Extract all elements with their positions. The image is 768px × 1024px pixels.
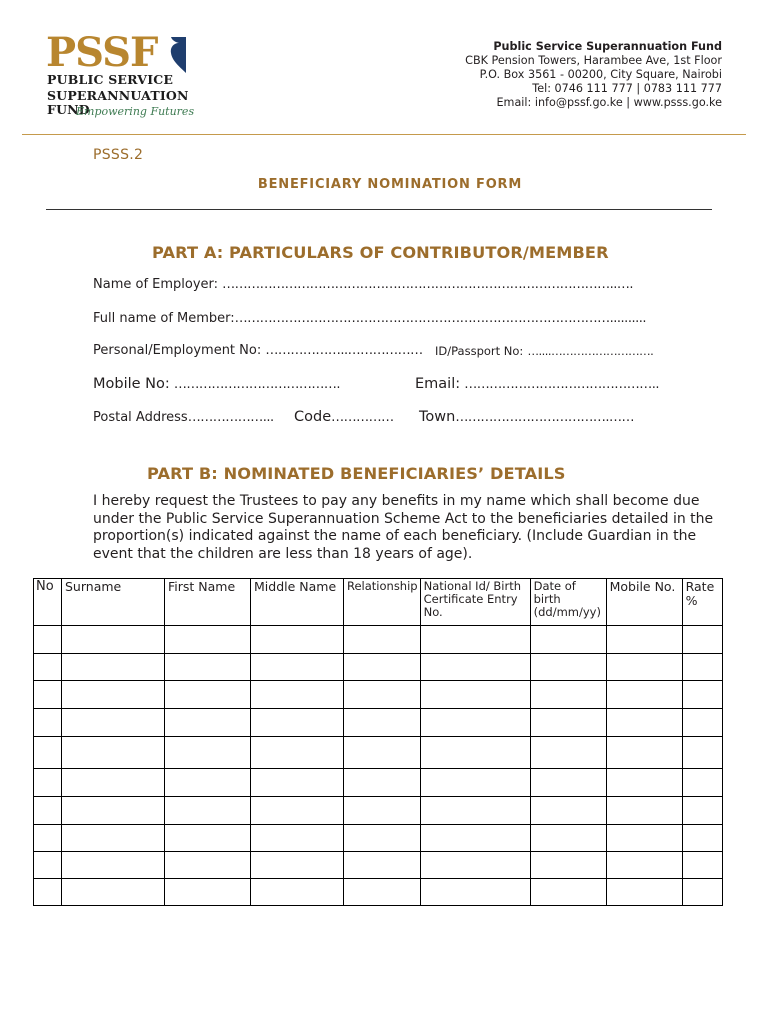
col-no: No: [34, 579, 62, 626]
form-code: PSSS.2: [93, 147, 144, 163]
mobile-label: Mobile No:: [93, 376, 170, 392]
table-cell[interactable]: [530, 626, 606, 654]
table-cell[interactable]: [62, 797, 165, 825]
table-cell[interactable]: [682, 681, 722, 709]
table-cell[interactable]: [344, 879, 421, 906]
table-cell[interactable]: [62, 825, 165, 852]
personal-no-field[interactable]: [93, 343, 423, 358]
personal-no-label: Personal/Employment No:: [93, 343, 262, 358]
table-row: [34, 737, 723, 769]
table-header-row: [34, 579, 723, 626]
table-cell[interactable]: [420, 879, 530, 906]
part-a-heading: PART A: PARTICULARS OF CONTRIBUTOR/MEMBER: [152, 243, 609, 262]
table-cell[interactable]: [420, 737, 530, 769]
postal-dots: ………………...: [187, 410, 274, 425]
table-row: [34, 879, 723, 906]
table-cell[interactable]: [530, 825, 606, 852]
table-cell[interactable]: [606, 825, 682, 852]
email-dots: ………………………………………..: [464, 377, 660, 392]
table-cell[interactable]: [344, 769, 421, 797]
table-cell[interactable]: [62, 769, 165, 797]
table-cell[interactable]: [34, 737, 62, 769]
table-cell[interactable]: [530, 654, 606, 681]
table-cell[interactable]: [682, 626, 722, 654]
table-cell[interactable]: [251, 681, 344, 709]
table-cell[interactable]: [420, 825, 530, 852]
contact-tel: Tel: 0746 111 777 | 0783 111 777: [532, 82, 722, 95]
table-cell[interactable]: [251, 709, 344, 737]
part-b-heading: PART B: NOMINATED BENEFICIARIES’ DETAILS: [147, 464, 566, 483]
table-cell[interactable]: [530, 879, 606, 906]
table-cell[interactable]: [34, 797, 62, 825]
member-name-label: Full name of Member:: [93, 311, 235, 326]
table-cell[interactable]: [165, 825, 251, 852]
form-title: BENEFICIARY NOMINATION FORM: [257, 177, 523, 192]
col-rate: Rate %: [682, 579, 722, 626]
contact-email: Email: info@pssf.go.ke | www.psss.go.ke: [496, 96, 722, 109]
table-cell[interactable]: [420, 681, 530, 709]
table-cell[interactable]: [251, 626, 344, 654]
logo-line-1: PUBLIC SERVICE: [47, 72, 174, 87]
table-cell[interactable]: [606, 681, 682, 709]
table-row: [34, 709, 723, 737]
table-cell[interactable]: [344, 626, 421, 654]
table-cell[interactable]: [251, 769, 344, 797]
table-cell[interactable]: [34, 654, 62, 681]
table-cell[interactable]: [62, 709, 165, 737]
table-cell[interactable]: [682, 797, 722, 825]
table-cell[interactable]: [606, 797, 682, 825]
member-name-dots: ………………………………………………………………………………..........: [234, 311, 646, 326]
col-dob: Date of birth (dd/mm/yy): [530, 579, 606, 626]
town-label: Town: [419, 409, 456, 425]
table-cell[interactable]: [344, 797, 421, 825]
email-label: Email:: [415, 376, 461, 392]
logo-wordmark: PSSF: [46, 29, 158, 76]
employer-field[interactable]: [93, 277, 633, 292]
table-cell[interactable]: [165, 852, 251, 879]
postal-address-field[interactable]: [93, 410, 274, 425]
table-cell[interactable]: [165, 737, 251, 769]
col-first-name: First Name: [165, 579, 251, 626]
table-cell[interactable]: [682, 769, 722, 797]
logo-swoosh-icon: [168, 35, 190, 75]
table-cell[interactable]: [251, 879, 344, 906]
col-mobile: Mobile No.: [606, 579, 682, 626]
table-cell[interactable]: [682, 709, 722, 737]
mobile-field[interactable]: [93, 376, 340, 392]
col-surname: Surname: [62, 579, 165, 626]
table-row: [34, 626, 723, 654]
table-cell[interactable]: [530, 737, 606, 769]
table-cell[interactable]: [682, 737, 722, 769]
table-cell[interactable]: [62, 626, 165, 654]
beneficiaries-table-body: [34, 626, 723, 906]
employer-dots: …………………………………………………………………………………..….: [222, 277, 634, 292]
table-cell[interactable]: [34, 825, 62, 852]
personal-no-dots: ………………..………………: [265, 343, 423, 358]
table-cell[interactable]: [34, 709, 62, 737]
logo-tagline: Empowering Futures: [76, 105, 195, 118]
table-cell[interactable]: [530, 852, 606, 879]
table-cell[interactable]: [344, 681, 421, 709]
table-cell[interactable]: [682, 825, 722, 852]
table-cell[interactable]: [251, 852, 344, 879]
table-cell[interactable]: [344, 737, 421, 769]
table-cell[interactable]: [682, 852, 722, 879]
table-cell[interactable]: [530, 797, 606, 825]
table-cell[interactable]: [251, 654, 344, 681]
table-cell[interactable]: [606, 769, 682, 797]
contact-org: Public Service Superannuation Fund: [493, 40, 722, 53]
table-row: [34, 654, 723, 681]
table-cell[interactable]: [420, 709, 530, 737]
table-cell[interactable]: [530, 769, 606, 797]
table-cell[interactable]: [420, 769, 530, 797]
col-middle-name: Middle Name: [251, 579, 344, 626]
table-cell[interactable]: [344, 654, 421, 681]
table-cell[interactable]: [344, 825, 421, 852]
table-cell[interactable]: [251, 737, 344, 769]
town-dots: ……………………………….……: [455, 410, 634, 425]
table-cell[interactable]: [606, 654, 682, 681]
email-field[interactable]: [415, 376, 659, 392]
table-cell[interactable]: [606, 626, 682, 654]
table-cell[interactable]: [34, 879, 62, 906]
table-cell[interactable]: [344, 852, 421, 879]
table-cell[interactable]: [62, 737, 165, 769]
code-field[interactable]: [294, 409, 394, 425]
id-passport-label: ID/Passport No:: [435, 344, 524, 358]
table-row: [34, 681, 723, 709]
table-cell[interactable]: [420, 654, 530, 681]
table-row: [34, 797, 723, 825]
table-cell[interactable]: [251, 797, 344, 825]
table-cell[interactable]: [165, 879, 251, 906]
table-cell[interactable]: [34, 681, 62, 709]
logo-line-2: SUPERANNUATION FUND: [47, 88, 189, 117]
table-cell[interactable]: [606, 852, 682, 879]
contact-address: CBK Pension Towers, Harambee Ave, 1st Floor: [465, 54, 722, 67]
member-name-field[interactable]: [93, 311, 646, 326]
table-cell[interactable]: [165, 769, 251, 797]
pssf-logo: [46, 29, 226, 123]
beneficiaries-table: [33, 578, 723, 906]
id-passport-field[interactable]: [435, 344, 653, 359]
col-relationship: Relationship: [344, 579, 421, 626]
table-cell[interactable]: [34, 626, 62, 654]
table-cell[interactable]: [420, 797, 530, 825]
table-cell[interactable]: [62, 852, 165, 879]
table-cell[interactable]: [530, 681, 606, 709]
table-cell[interactable]: [165, 797, 251, 825]
table-cell[interactable]: [682, 654, 722, 681]
code-dots: ……………: [331, 410, 394, 425]
table-cell[interactable]: [530, 709, 606, 737]
table-cell[interactable]: [165, 654, 251, 681]
table-cell[interactable]: [682, 879, 722, 906]
table-cell[interactable]: [34, 769, 62, 797]
title-divider: [46, 209, 712, 210]
table-cell[interactable]: [420, 852, 530, 879]
table-cell[interactable]: [165, 681, 251, 709]
request-paragraph: I hereby request the Trustees to pay any benefits in my name which shall become due under the Public Service Superannuation Scheme Act to the beneficiaries detailed in the proportion(s) indicated against the name of each beneficiary. (Include Guardian in the event that the children are less than 18 years of age).: [93, 493, 714, 562]
table-cell[interactable]: [606, 879, 682, 906]
table-cell[interactable]: [606, 737, 682, 769]
table-row: [34, 852, 723, 879]
table-cell[interactable]: [62, 879, 165, 906]
table-row: [34, 769, 723, 797]
contact-block: [465, 40, 722, 110]
table-cell[interactable]: [62, 654, 165, 681]
employer-label: Name of Employer:: [93, 277, 219, 292]
code-label: Code: [294, 409, 332, 425]
table-cell[interactable]: [344, 709, 421, 737]
table-cell[interactable]: [62, 681, 165, 709]
contact-pobox: P.O. Box 3561 - 00200, City Square, Nairobi: [479, 68, 722, 81]
town-field[interactable]: [419, 409, 634, 425]
table-cell[interactable]: [165, 626, 251, 654]
table-cell[interactable]: [606, 709, 682, 737]
table-cell[interactable]: [420, 626, 530, 654]
mobile-dots: ………………………………….: [173, 377, 341, 392]
table-cell[interactable]: [165, 709, 251, 737]
table-cell[interactable]: [251, 825, 344, 852]
table-cell[interactable]: [34, 852, 62, 879]
col-national-id: National Id/ Birth Certificate Entry No.: [420, 579, 530, 626]
table-row: [34, 825, 723, 852]
postal-label: Postal Address: [93, 410, 188, 425]
id-passport-dots: …....……………………….: [527, 344, 654, 358]
header-divider: [22, 134, 746, 135]
